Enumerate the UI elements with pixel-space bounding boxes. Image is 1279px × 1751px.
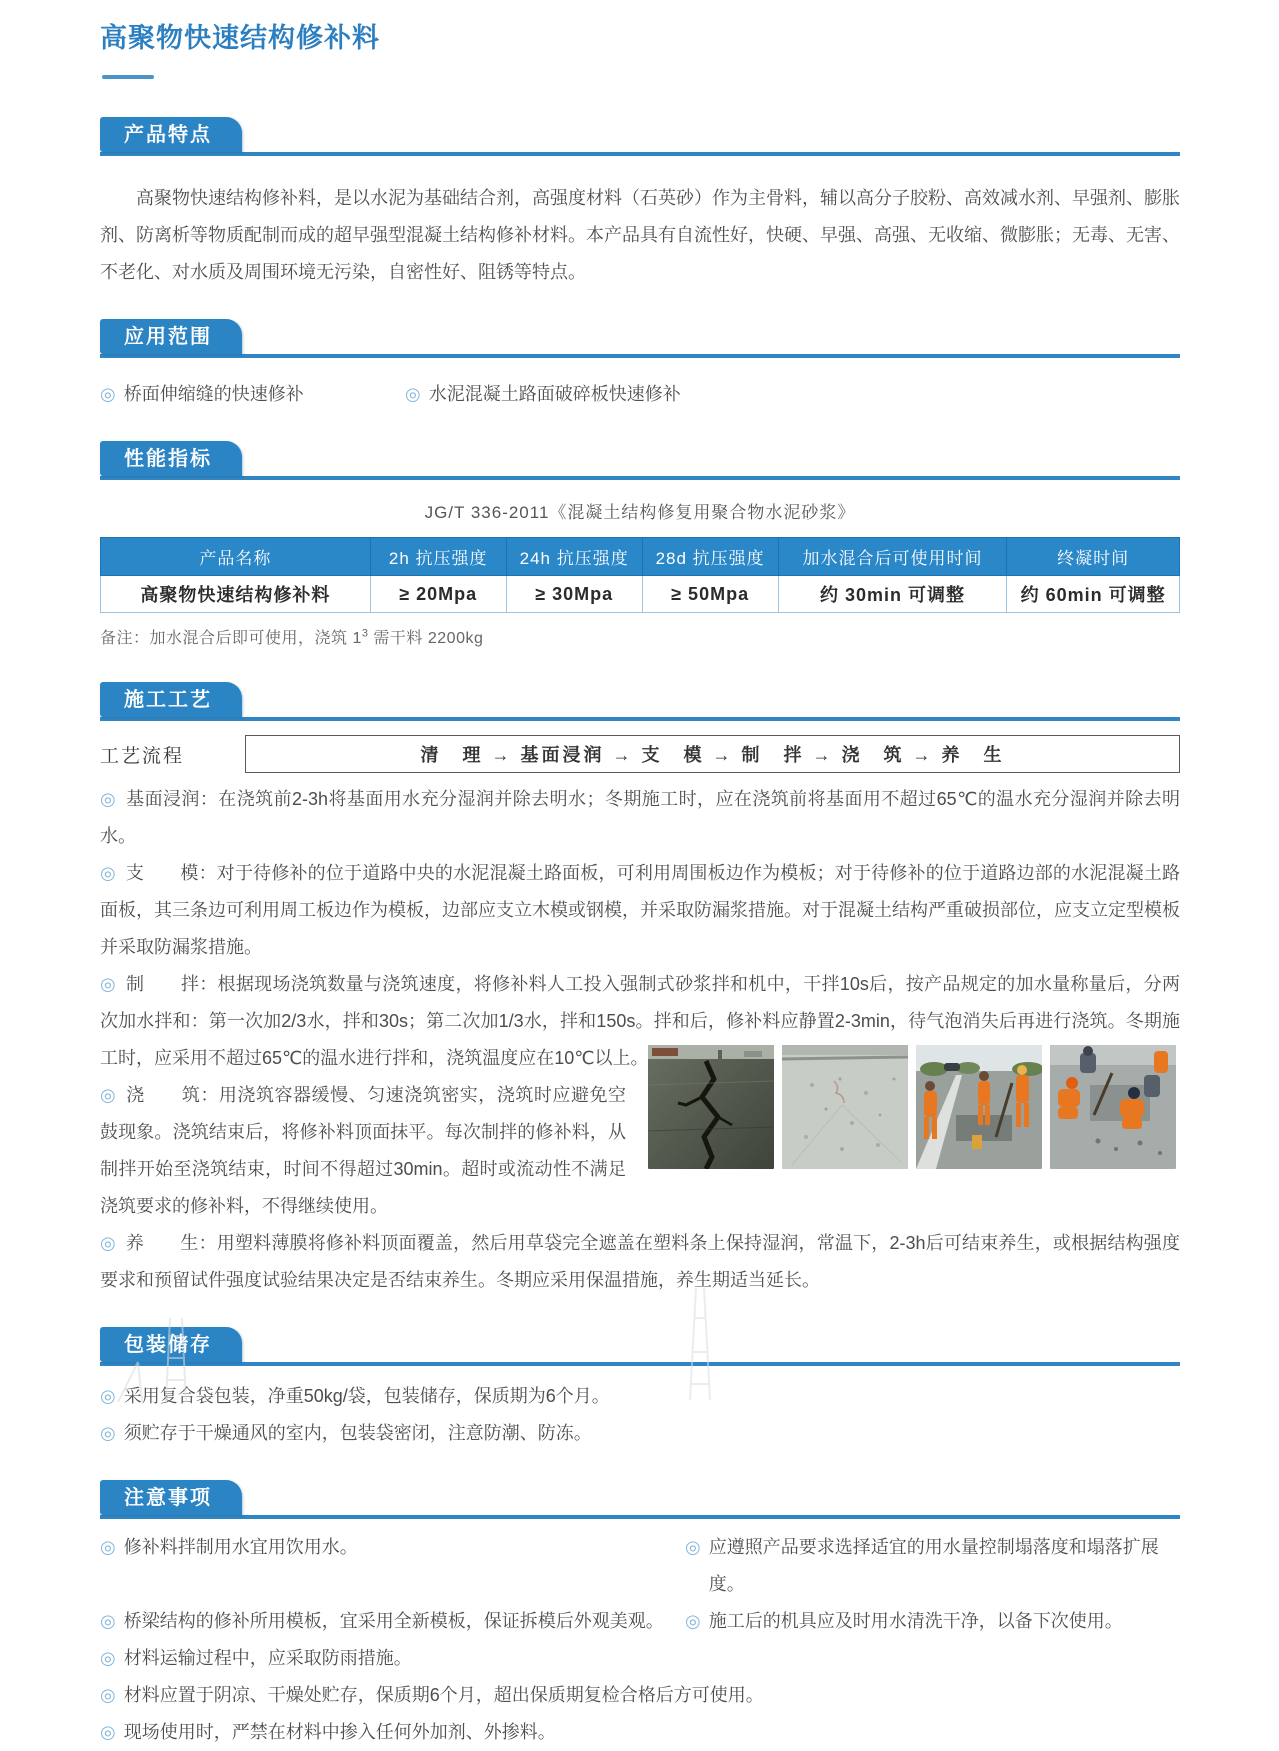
table-cell: ≥ 50Mpa [642, 576, 778, 613]
ring-bullet-icon [685, 1603, 701, 1640]
ring-bullet-icon [405, 376, 421, 413]
table-note [100, 625, 1180, 648]
ring-bullet-icon [100, 1415, 116, 1452]
ring-bullet-icon [100, 376, 116, 413]
features-heading: 产品特点 [100, 117, 242, 152]
note-item-label: 施工后的机具应及时用水清洗干净，以备下次使用。 [708, 1611, 1123, 1631]
photo-patch-work-closeup-image [1050, 1045, 1176, 1169]
construction-photos [648, 1045, 1180, 1169]
page-title: 高聚物快速结构修补料 [100, 23, 380, 53]
note-item [685, 1529, 1180, 1603]
packaging-item [100, 1378, 1180, 1415]
packaging-item-label: 采用复合袋包装，净重50kg/袋，包装储存，保质期为6个月。 [123, 1386, 610, 1406]
section-header-application [100, 319, 1180, 358]
note-item [100, 1529, 685, 1603]
table-cell: 约 60min 可调整 [1007, 576, 1180, 613]
table-header-cell: 28d 抗压强度 [642, 538, 778, 576]
ring-bullet-icon [100, 1378, 116, 1415]
standard-reference: JG/T 336-2011《混凝土结构修复用聚合物水泥砂浆》 [424, 503, 856, 522]
note-item [100, 1677, 1180, 1714]
note-item-label: 材料运输过程中，应采取防雨措施。 [123, 1648, 412, 1668]
construction-step [100, 1225, 1180, 1299]
performance-table [100, 537, 1180, 613]
note-item-label: 材料应置于阴凉、干燥处贮存，保质期6个月，超出保质期复检合格后方可使用。 [123, 1685, 764, 1705]
performance-heading: 性能指标 [100, 441, 242, 476]
table-note-prefix: 备注：加水混合后即可使用，浇筑 1 [100, 630, 362, 647]
construction-step [100, 781, 1180, 855]
process-flow-box: 清 理 → 基面浸润 → 支 模 → 制 拌 → 浇 筑 → 养 生 [245, 735, 1180, 773]
document-page [100, 0, 1180, 1751]
note-item [100, 1714, 1180, 1751]
ring-bullet-icon [100, 1714, 116, 1751]
ring-bullet-icon [685, 1529, 701, 1566]
construction-heading: 施工工艺 [100, 682, 242, 717]
table-note-suffix: 需干料 2200kg [368, 630, 484, 647]
features-paragraph: 高聚物快速结构修补料，是以水泥为基础结合剂，高强度材料（石英砂）作为主骨料，辅以高分子胶粉、高效减水剂、早强剂、膨胀剂、防离析等物质配制而成的超早强型混凝土结构修补材料。本产品具有自流性好，快硬、早强、高强、无收缩、微膨胀；无毒、无害、不老化、对水质及周围环境无污染，自密性好、阻锈等特点。 [100, 188, 1180, 282]
table-cell: 约 30min 可调整 [778, 576, 1007, 613]
packaging-item [100, 1415, 1180, 1452]
section-header-features [100, 117, 1180, 156]
note-item [100, 1603, 685, 1640]
table-header-cell: 24h 抗压强度 [506, 538, 642, 576]
note-item-label: 桥梁结构的修补所用模板，宜采用全新模板，保证拆模后外观美观。 [123, 1611, 664, 1631]
note-item [685, 1603, 1180, 1640]
notes-heading: 注意事项 [100, 1480, 242, 1515]
ring-bullet-icon [100, 789, 116, 809]
application-heading: 应用范围 [100, 319, 242, 354]
step-label: 支 模： [125, 863, 217, 883]
step-label: 制 拌： [126, 974, 218, 994]
step-label: 基面浸润： [126, 789, 219, 809]
table-note-superscript: 3 [361, 627, 369, 640]
photo-road-repair-crew-image [916, 1045, 1042, 1169]
construction-steps [100, 781, 1180, 1299]
photo-repaired-surface-image [782, 1045, 908, 1169]
packaging-items [100, 1378, 1180, 1452]
packaging-item-label: 须贮存于干燥通风的室内，包装袋密闭，注意防潮、防冻。 [123, 1423, 592, 1443]
ring-bullet-icon [100, 1085, 116, 1105]
table-row [101, 576, 1180, 613]
ring-bullet-icon [100, 863, 116, 883]
table-header-row [101, 538, 1180, 576]
ring-bullet-icon [100, 1640, 116, 1677]
ring-bullet-icon [100, 1603, 116, 1640]
section-header-construction [100, 682, 1180, 721]
application-item-label: 桥面伸缩缝的快速修补 [123, 384, 304, 404]
table-header-cell: 终凝时间 [1007, 538, 1180, 576]
section-header-performance [100, 441, 1180, 480]
step-text: 对于待修补的位于道路中央的水泥混凝土路面板，可利用周围板边作为模板；对于待修补的位于道路边部的水泥混凝土路面板，其三条边可利用周工板边作为模板，边部应支立木模或钢模，并采取防漏浆措施。对于混凝土结构严重破损部位，应支立定型模板并采取防漏浆措施。 [100, 863, 1180, 957]
step-label: 浇 筑： [126, 1085, 219, 1105]
table-cell: 高聚物快速结构修补料 [101, 576, 371, 613]
ring-bullet-icon [100, 974, 116, 994]
application-items [100, 376, 1180, 413]
table-header-cell: 加水混合后可使用时间 [778, 538, 1007, 576]
table-cell: ≥ 30Mpa [506, 576, 642, 613]
photo-cracked-pavement-image [648, 1045, 774, 1169]
process-flow-row [100, 735, 1180, 773]
step-text: 在浇筑前2-3h将基面用水充分湿润并除去明水；冬期施工时，应在浇筑前将基面用不超过65℃的温水充分湿润并除去明水。 [100, 789, 1180, 846]
table-header-cell: 产品名称 [101, 538, 371, 576]
application-item [405, 376, 681, 413]
note-item [100, 1640, 1180, 1677]
step-label: 养 生： [125, 1233, 217, 1253]
process-flow-label: 工艺流程 [100, 745, 185, 767]
packaging-heading: 包装储存 [100, 1327, 242, 1362]
step-text: 用塑料薄膜将修补料顶面覆盖，然后用草袋完全遮盖在塑料条上保持湿润，常温下，2-3h后可结束养生，或根据结构强度要求和预留试件强度试验结果决定是否结束养生。冬期应采用保温措施，养生期适当延长。 [100, 1233, 1180, 1290]
step-text: 根据现场浇筑数量与浇筑速度，将修补料人工投入强制式砂浆拌和机中，干拌10s后，按产品规定的加水量称量后，分两次加水拌和：第一次加2/3水，拌和30s；第二次加1/3水，拌和150s。拌和后，修补料应静置2-3min，待气泡消失后再进行浇筑。冬期施工时，应采用不超过65℃的温水进行拌和，浇筑温度应在10℃以上。 [100, 974, 1180, 1068]
ring-bullet-icon [100, 1529, 116, 1566]
construction-step [100, 855, 1180, 966]
note-item-label: 修补料拌制用水宜用饮用水。 [123, 1537, 358, 1557]
table-cell: ≥ 20Mpa [370, 576, 506, 613]
section-header-notes [100, 1480, 1180, 1519]
note-item-label: 现场使用时，严禁在材料中掺入任何外加剂、外掺料。 [123, 1722, 556, 1742]
application-item-label: 水泥混凝土路面破碎板快速修补 [428, 384, 681, 404]
note-item-label: 应遵照产品要求选择适宜的用水量控制塌落度和塌落扩展度。 [708, 1537, 1159, 1594]
notes-items [100, 1529, 1180, 1751]
table-header-cell: 2h 抗压强度 [370, 538, 506, 576]
application-item [100, 376, 405, 413]
section-header-packaging [100, 1327, 1180, 1366]
ring-bullet-icon [100, 1233, 116, 1253]
title-underline [102, 75, 154, 79]
step-text: 用浇筑容器缓慢、匀速浇筑密实，浇筑时应避免空鼓现象。浇筑结束后，将修补料顶面抹平。每次制拌的修补料，从制拌开始至浇筑结束，时间不得超过30min。超时或流动性不满足浇筑要求的修补料，不得继续使用。 [100, 1085, 627, 1216]
ring-bullet-icon [100, 1677, 116, 1714]
